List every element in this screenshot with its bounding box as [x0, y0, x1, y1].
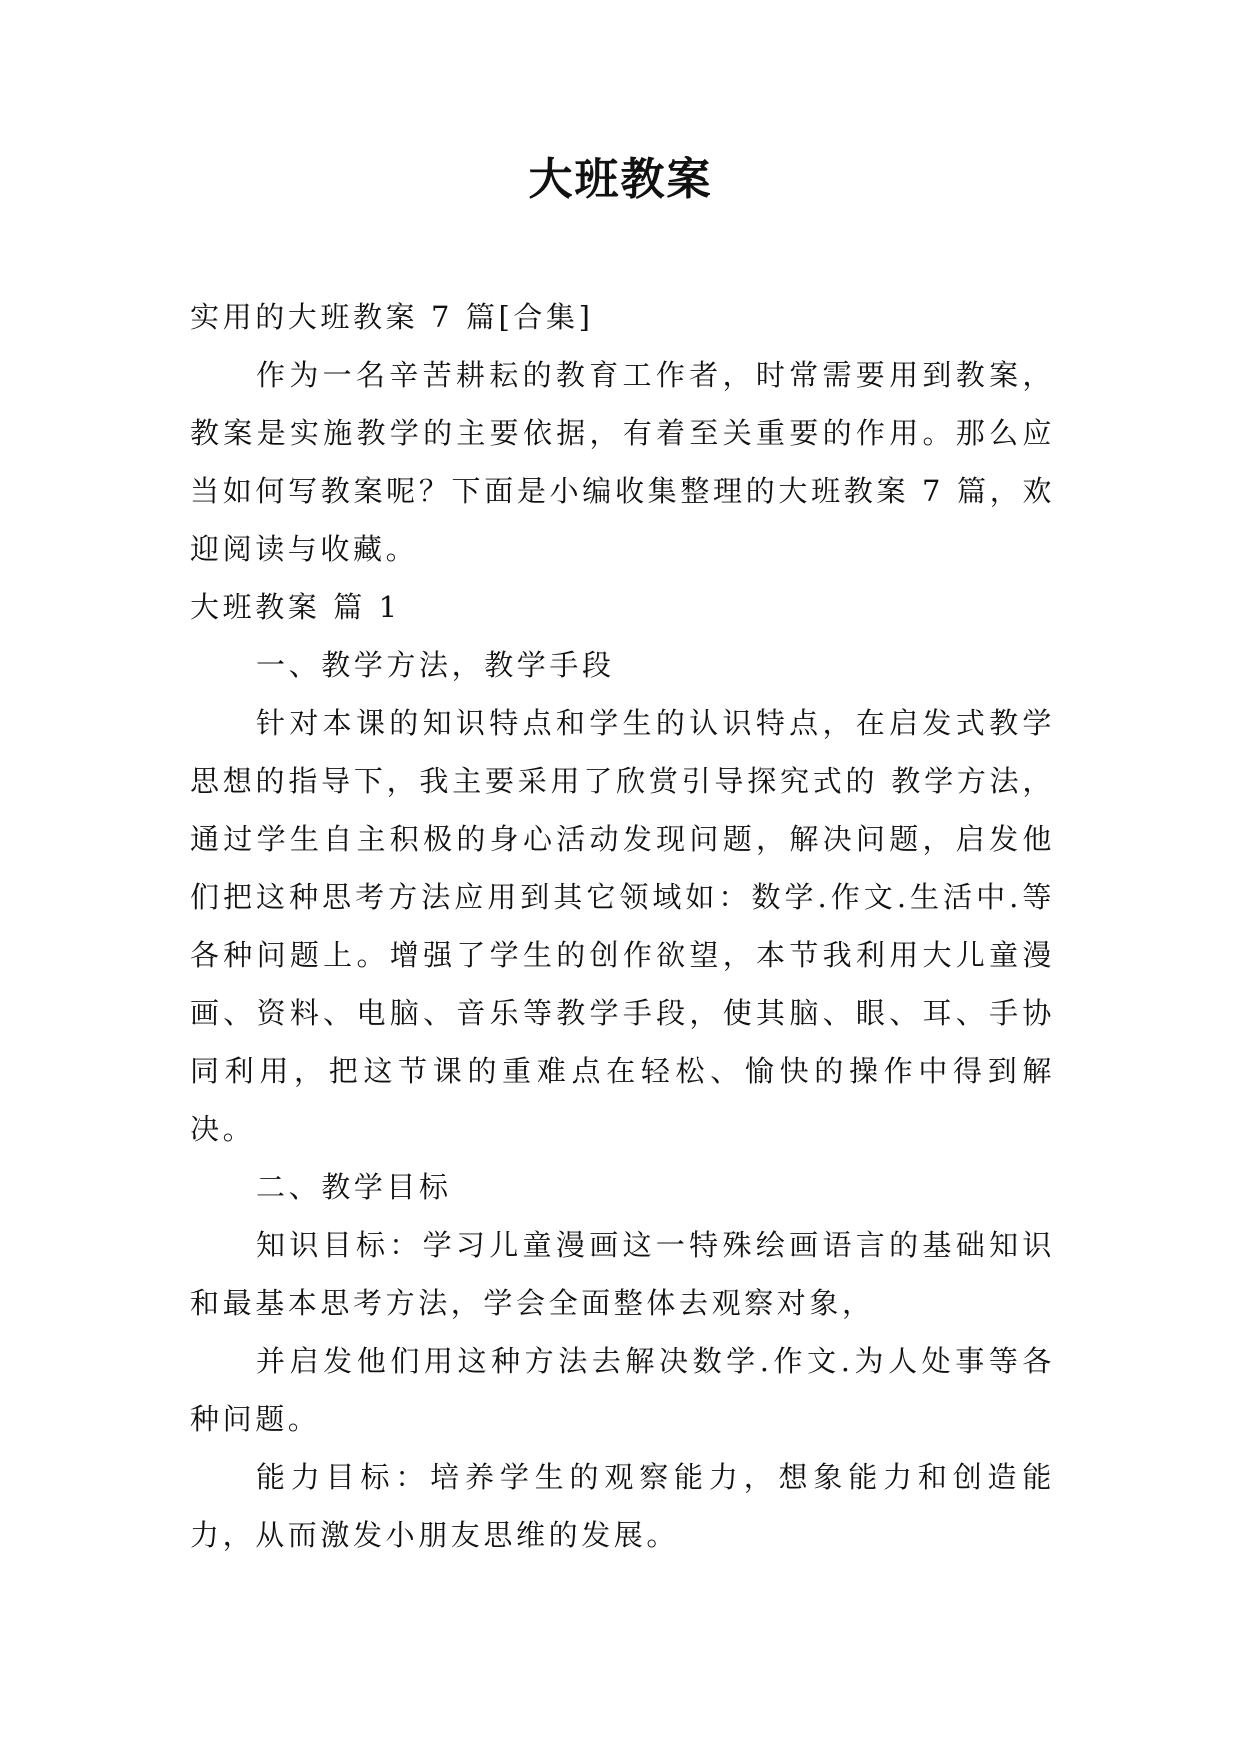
paragraph-ability-goal: 能力目标：培养学生的观察能力，想象能力和创造能力，从而激发小朋友思维的发展。 — [190, 1460, 1055, 1552]
subheading-methods: 一、教学方法，教学手段 — [256, 648, 615, 682]
paragraph-knowledge-goal-cont: 并启发他们用这种方法去解决数学.作文.为人处事等各种问题。 — [190, 1344, 1055, 1436]
subheading-goals: 二、教学目标 — [256, 1170, 452, 1204]
document-title: 大班教案 — [528, 154, 713, 205]
section-heading: 大班教案 篇 1 — [190, 590, 401, 624]
paragraph-knowledge-goal: 知识目标：学习儿童漫画这一特殊绘画语言的基础知识和最基本思考方法，学会全面整体去观察对象， — [190, 1228, 1055, 1320]
paragraph-intro: 作为一名辛苦耕耘的教育工作者，时常需要用到教案，教案是实施教学的主要依据，有着至关重要的作用。那么应当如何写教案呢？下面是小编收集整理的大班教案 7 篇，欢迎阅读与收藏。 — [190, 358, 1055, 566]
paragraph-methods: 针对本课的知识特点和学生的认识特点，在启发式教学思想的指导下，我主要采用了欣赏引导探究式的 教学方法，通过学生自主积极的身心活动发现问题，解决问题，启发他们把这种思考方法应用到其它领域如：数学.作文.生活中.等各种问题上。增强了学生的创作欲望，本节我利用大儿童漫画、资料、电脑、音乐等教学手段，使其脑、眼、耳、手协同利用，把这节课的重难点在轻松、愉快的操作中得到解决。 — [190, 706, 1055, 1146]
paragraph-subtitle: 实用的大班教案 7 篇[合集] — [190, 300, 594, 334]
document-body — [190, 288, 1055, 1564]
